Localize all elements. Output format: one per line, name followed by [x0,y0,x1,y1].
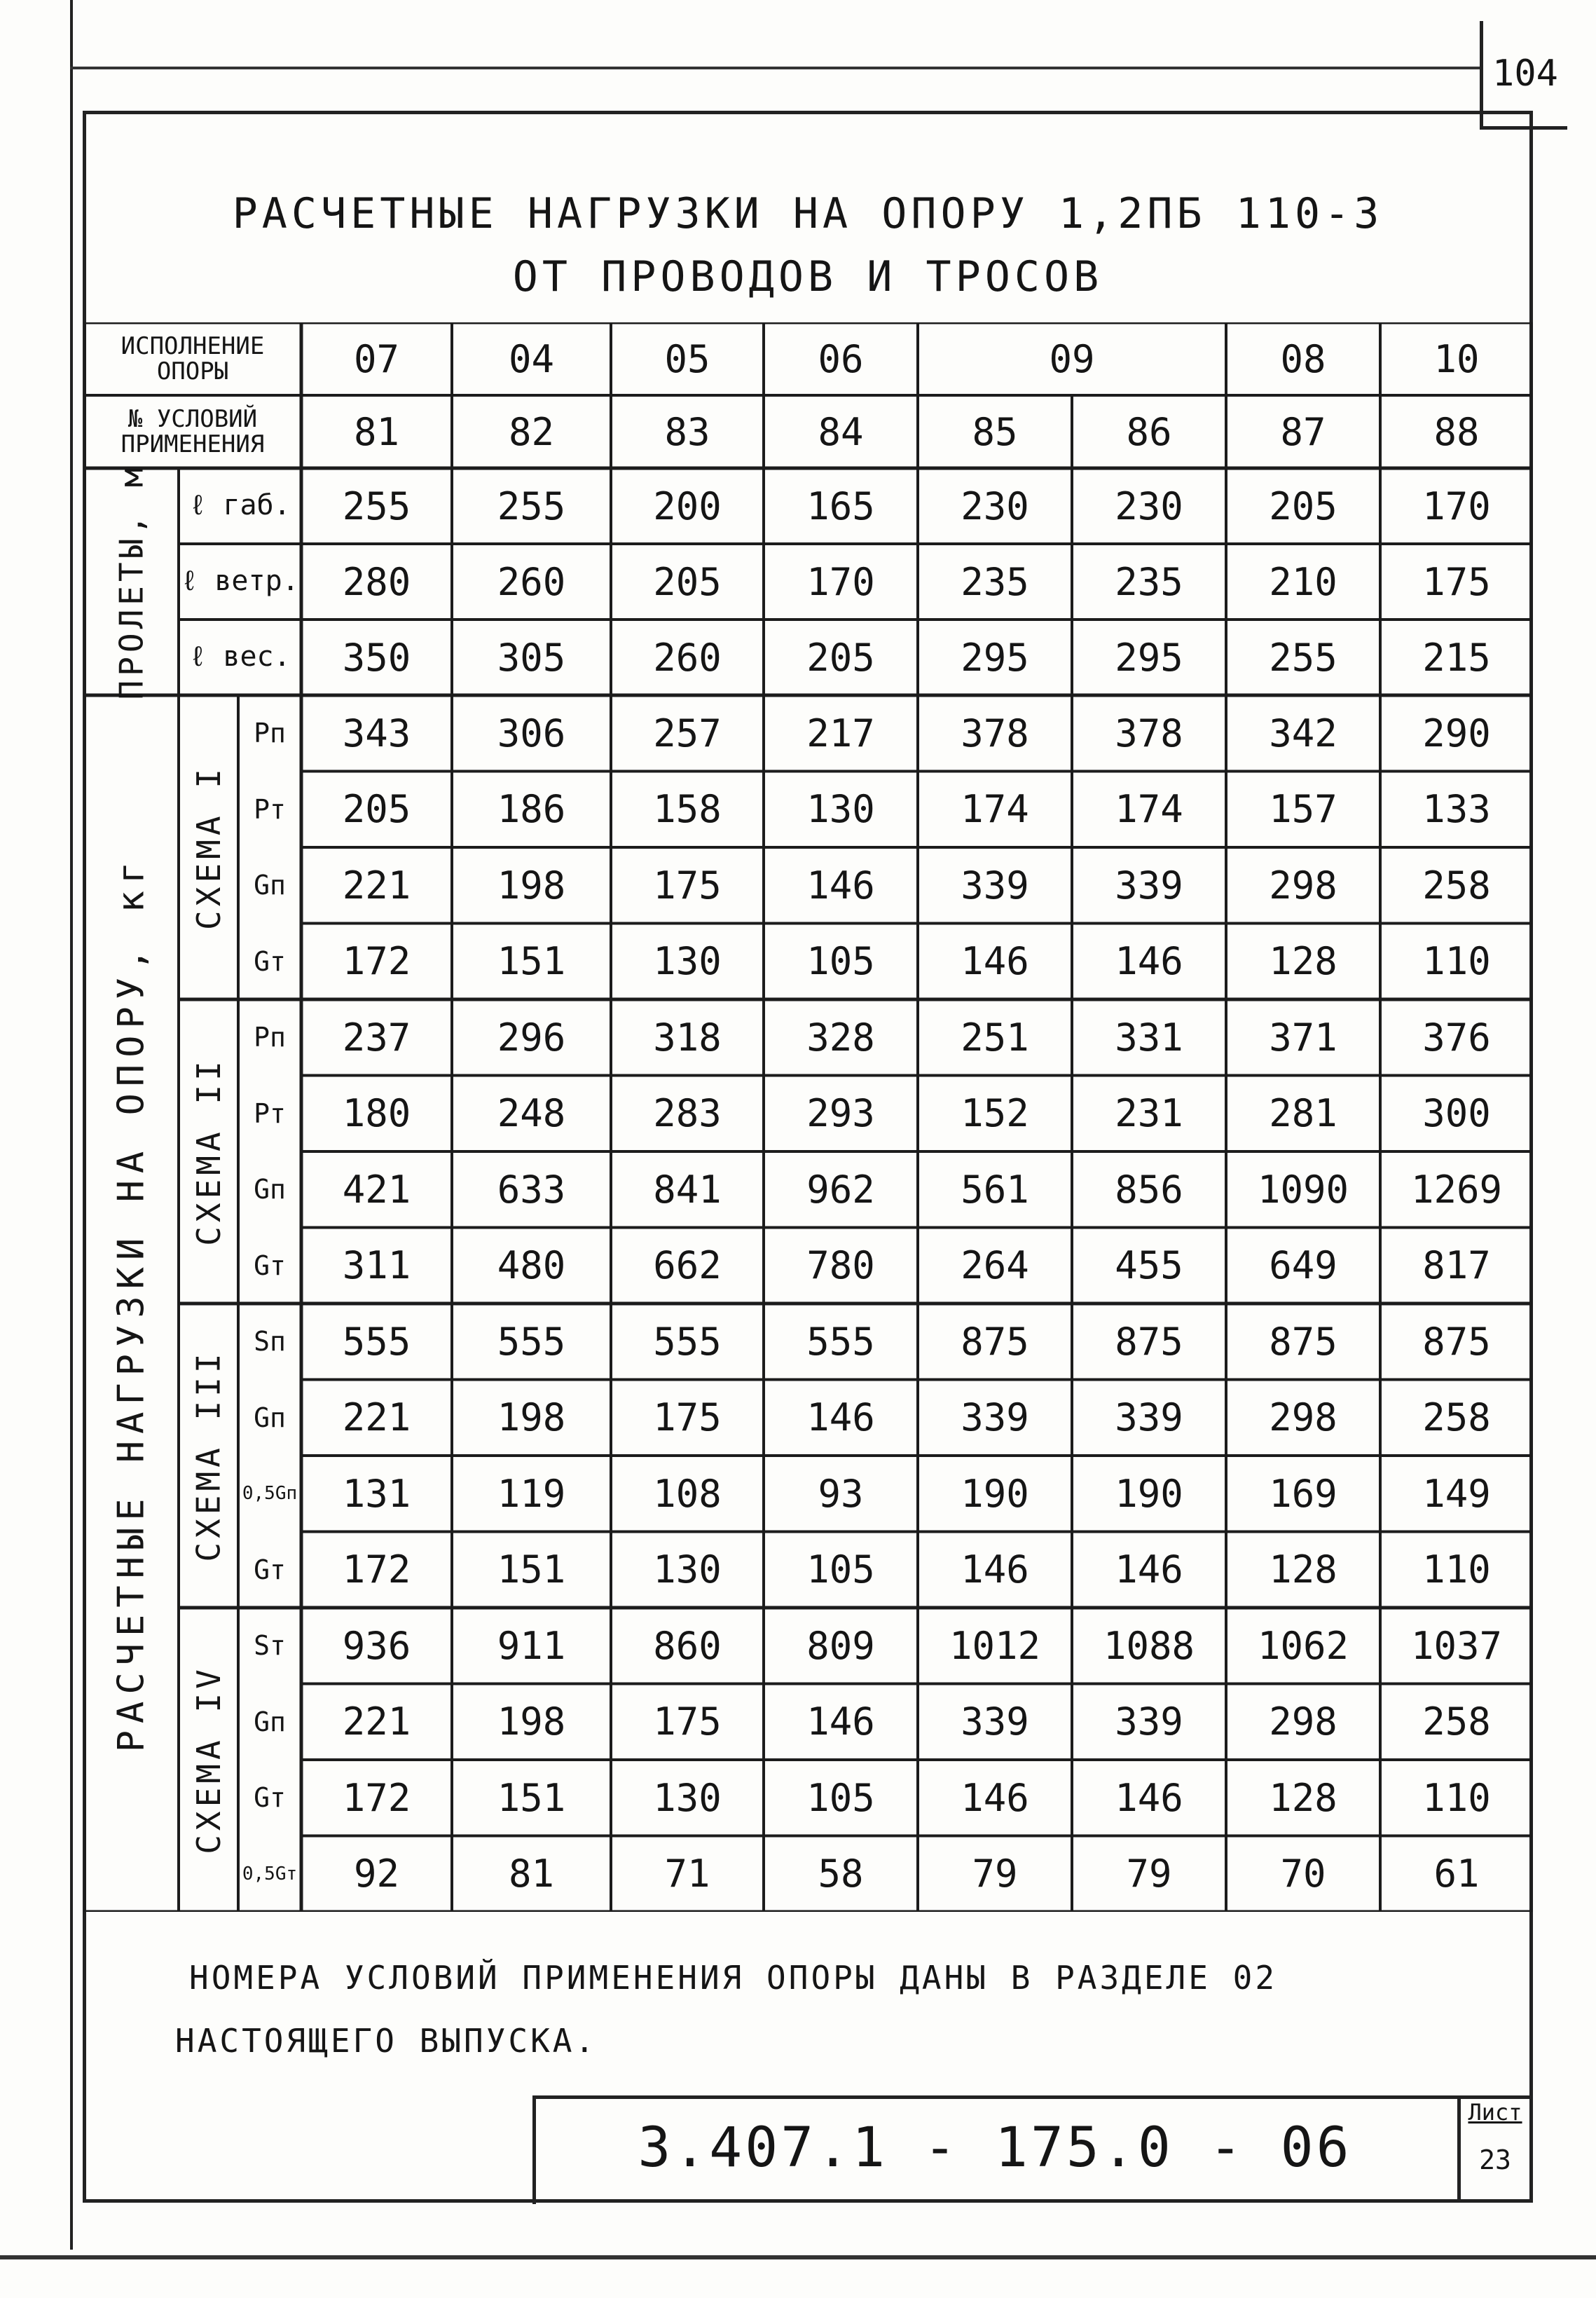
document-code: 3.407.1 - 175.0 - 06 [638,2116,1352,2180]
load-value: 633 [497,1167,566,1212]
scheme-label-text: СХЕМА IV [189,1665,228,1854]
load-value: 281 [1269,1091,1337,1136]
loads-group-text: РАСЧЕТНЫЕ НАГРУЗКИ НА ОПОРУ, кг [110,854,153,1753]
load-value: 146 [961,1547,1029,1592]
load-value: 130 [653,1547,722,1592]
load-label: Gп [254,870,286,901]
load-value: 264 [961,1243,1029,1288]
load-value: 174 [961,787,1029,832]
scheme-label-text: СХЕМА I [189,765,228,930]
page-number: 104 [1480,21,1567,130]
condition-number-85: 85 [972,409,1018,454]
span-value: 235 [961,559,1029,604]
load-value: 342 [1269,711,1337,755]
execution-header-07: 07 [353,336,400,381]
load-label: Pт [254,793,286,825]
load-value: 58 [818,1852,864,1896]
load-label: Gп [254,1706,286,1737]
load-value: 258 [1422,1699,1491,1744]
load-value: 1088 [1103,1623,1195,1668]
load-value: 157 [1269,787,1337,832]
load-value: 371 [1269,1015,1337,1060]
span-value: 230 [961,484,1029,528]
span-value: 255 [1269,635,1337,680]
title-line-1: РАСЧЕТНЫЕ НАГРУЗКИ НА ОПОРУ 1,2ПБ 110-3 [232,189,1384,238]
load-value: 258 [1422,1395,1491,1440]
load-label: Pп [254,1022,286,1053]
load-value: 108 [653,1471,722,1516]
load-value: 231 [1115,1091,1183,1136]
span-value: 305 [497,635,566,680]
load-value: 936 [342,1623,411,1668]
scheme-label-text: СХЕМА III [189,1349,228,1562]
left-margin-line [70,0,73,2250]
load-value: 1269 [1410,1167,1503,1212]
load-value: 561 [961,1167,1029,1212]
load-value: 175 [653,1699,722,1744]
load-label: Sп [254,1326,286,1357]
load-value: 128 [1269,939,1337,984]
span-value: 175 [1422,559,1491,604]
load-value: 81 [508,1852,555,1896]
span-value: 210 [1269,559,1337,604]
load-value: 205 [342,787,411,832]
span-value: 260 [653,635,722,680]
title-line-2: ОТ ПРОВОДОВ И ТРОСОВ [512,252,1103,301]
load-value: 339 [1115,1395,1183,1440]
execution-header-05: 05 [664,336,710,381]
span-label: ℓ вес. [189,640,291,673]
load-value: 131 [342,1471,411,1516]
load-value: 298 [1269,1699,1337,1744]
load-value: 172 [342,1775,411,1820]
load-value: 1062 [1257,1623,1349,1668]
load-value: 339 [961,1699,1029,1744]
load-label: Pт [254,1097,286,1129]
load-value: 198 [497,1699,566,1744]
load-value: 251 [961,1015,1029,1060]
load-value: 296 [497,1015,566,1060]
note-line-2: НАСТОЯЩЕГО ВЫПУСКА. [175,2022,598,2060]
load-value: 841 [653,1167,722,1212]
load-value: 318 [653,1015,722,1060]
load-value: 1012 [949,1623,1041,1668]
load-value: 79 [972,1852,1018,1896]
loads-table [84,322,1533,1941]
header-conditions: № УСЛОВИЙ ПРИМЕНЕНИЯ [121,405,265,458]
spans-group-text: ПРОЛЕТЫ, м [112,463,151,700]
scheme-label [179,1304,238,1608]
load-value: 343 [342,711,411,755]
load-value: 455 [1115,1243,1183,1288]
load-value: 151 [497,1547,566,1592]
load-value: 875 [1422,1319,1491,1364]
load-value: 1090 [1257,1167,1349,1212]
condition-number-86: 86 [1126,409,1172,454]
load-value: 146 [806,863,875,908]
load-value: 146 [961,939,1029,984]
load-value: 119 [497,1471,566,1516]
condition-number-88: 88 [1433,409,1480,454]
load-label: Gт [254,945,286,977]
scheme-label [179,999,238,1304]
loads-group-label [84,695,179,1912]
execution-header-08: 08 [1280,336,1326,381]
load-label: Pп [254,718,286,749]
sheet-number: 23 [1479,2145,1511,2175]
span-value: 200 [653,484,722,528]
load-value: 780 [806,1243,875,1288]
span-value: 205 [806,635,875,680]
execution-header-09: 09 [1049,336,1095,381]
load-value: 61 [1433,1852,1480,1896]
load-value: 130 [653,939,722,984]
span-value: 215 [1422,635,1491,680]
note-line-1: НОМЕРА УСЛОВИЙ ПРИМЕНЕНИЯ ОПОРЫ ДАНЫ В РАЗДЕЛЕ 02 [189,1959,1278,1997]
load-value: 198 [497,863,566,908]
load-value: 649 [1269,1243,1337,1288]
load-value: 190 [961,1471,1029,1516]
span-value: 280 [342,559,411,604]
load-value: 217 [806,711,875,755]
load-value: 328 [806,1015,875,1060]
condition-number-84: 84 [818,409,864,454]
load-value: 110 [1422,1775,1491,1820]
load-value: 339 [1115,1699,1183,1744]
load-value: 128 [1269,1547,1337,1592]
span-label: ℓ габ. [189,488,291,521]
load-value: 555 [342,1319,411,1364]
load-value: 70 [1280,1852,1326,1896]
load-value: 180 [342,1091,411,1136]
span-label: ℓ ветр. [181,564,299,597]
execution-header-04: 04 [508,336,555,381]
condition-number-83: 83 [664,409,710,454]
load-value: 339 [1115,863,1183,908]
span-value: 230 [1115,484,1183,528]
load-value: 105 [806,1775,875,1820]
load-value: 860 [653,1623,722,1668]
load-value: 79 [1126,1852,1172,1896]
load-value: 311 [342,1243,411,1288]
load-label: Sт [254,1630,286,1662]
load-label: Gт [254,1554,286,1585]
load-value: 817 [1422,1243,1491,1288]
load-value: 283 [653,1091,722,1136]
load-value: 93 [818,1471,864,1516]
sheet-label: Лист [1468,2099,1522,2126]
load-value: 875 [961,1319,1029,1364]
load-value: 339 [961,1395,1029,1440]
load-value: 1037 [1410,1623,1503,1668]
load-value: 258 [1422,863,1491,908]
load-value: 809 [806,1623,875,1668]
execution-header-10: 10 [1433,336,1480,381]
load-label: Gт [254,1782,286,1814]
scheme-label [179,695,238,999]
load-value: 146 [961,1775,1029,1820]
load-value: 378 [1115,711,1183,755]
scheme-label [179,1608,238,1912]
load-value: 875 [1269,1319,1337,1364]
load-value: 172 [342,1547,411,1592]
load-value: 175 [653,1395,722,1440]
load-value: 875 [1115,1319,1183,1364]
load-value: 300 [1422,1091,1491,1136]
load-value: 331 [1115,1015,1183,1060]
condition-number-81: 81 [353,409,400,454]
load-value: 133 [1422,787,1491,832]
load-label: 0,5Gт [242,1863,298,1885]
load-value: 555 [653,1319,722,1364]
span-value: 260 [497,559,566,604]
span-value: 165 [806,484,875,528]
load-value: 856 [1115,1167,1183,1212]
load-value: 128 [1269,1775,1337,1820]
load-value: 110 [1422,1547,1491,1592]
load-value: 293 [806,1091,875,1136]
load-value: 378 [961,711,1029,755]
load-value: 306 [497,711,566,755]
load-value: 298 [1269,1395,1337,1440]
load-value: 71 [664,1852,710,1896]
load-value: 555 [806,1319,875,1364]
load-value: 376 [1422,1015,1491,1060]
bottom-margin-line [0,2255,1596,2259]
load-value: 146 [1115,939,1183,984]
load-value: 221 [342,863,411,908]
load-value: 962 [806,1167,875,1212]
load-value: 146 [1115,1547,1183,1592]
load-value: 158 [653,787,722,832]
load-value: 221 [342,1395,411,1440]
header-execution: ИСПОЛНЕНИЕ ОПОРЫ [121,332,265,385]
load-value: 175 [653,863,722,908]
span-value: 255 [342,484,411,528]
load-value: 198 [497,1395,566,1440]
load-value: 110 [1422,939,1491,984]
load-label: Gп [254,1174,286,1205]
span-value: 205 [653,559,722,604]
load-value: 151 [497,1775,566,1820]
load-value: 152 [961,1091,1029,1136]
span-value: 255 [497,484,566,528]
condition-number-82: 82 [508,409,555,454]
load-value: 421 [342,1167,411,1212]
load-value: 151 [497,939,566,984]
load-value: 298 [1269,863,1337,908]
load-value: 169 [1269,1471,1337,1516]
execution-header-06: 06 [818,336,864,381]
load-value: 237 [342,1015,411,1060]
span-value: 170 [806,559,875,604]
load-value: 130 [806,787,875,832]
load-label: 0,5Gп [242,1483,298,1505]
load-value: 911 [497,1623,566,1668]
top-margin-line [70,67,1480,69]
span-value: 295 [1115,635,1183,680]
span-value: 205 [1269,484,1337,528]
load-value: 149 [1422,1471,1491,1516]
load-value: 105 [806,939,875,984]
span-value: 170 [1422,484,1491,528]
load-value: 248 [497,1091,566,1136]
load-label: Gт [254,1250,286,1281]
span-value: 295 [961,635,1029,680]
load-value: 190 [1115,1471,1183,1516]
scheme-label-text: СХЕМА II [189,1057,228,1246]
span-value: 235 [1115,559,1183,604]
load-value: 130 [653,1775,722,1820]
load-value: 174 [1115,787,1183,832]
load-value: 146 [806,1699,875,1744]
load-value: 92 [353,1852,400,1896]
load-label: Gп [254,1402,286,1433]
load-value: 146 [1115,1775,1183,1820]
load-value: 105 [806,1547,875,1592]
load-value: 146 [806,1395,875,1440]
spans-group-label [84,463,179,700]
load-value: 172 [342,939,411,984]
load-value: 662 [653,1243,722,1288]
span-value: 350 [342,635,411,680]
load-value: 339 [961,863,1029,908]
condition-number-87: 87 [1280,409,1326,454]
load-value: 186 [497,787,566,832]
load-value: 221 [342,1699,411,1744]
load-value: 257 [653,711,722,755]
load-value: 555 [497,1319,566,1364]
load-value: 290 [1422,711,1491,755]
load-value: 480 [497,1243,566,1288]
